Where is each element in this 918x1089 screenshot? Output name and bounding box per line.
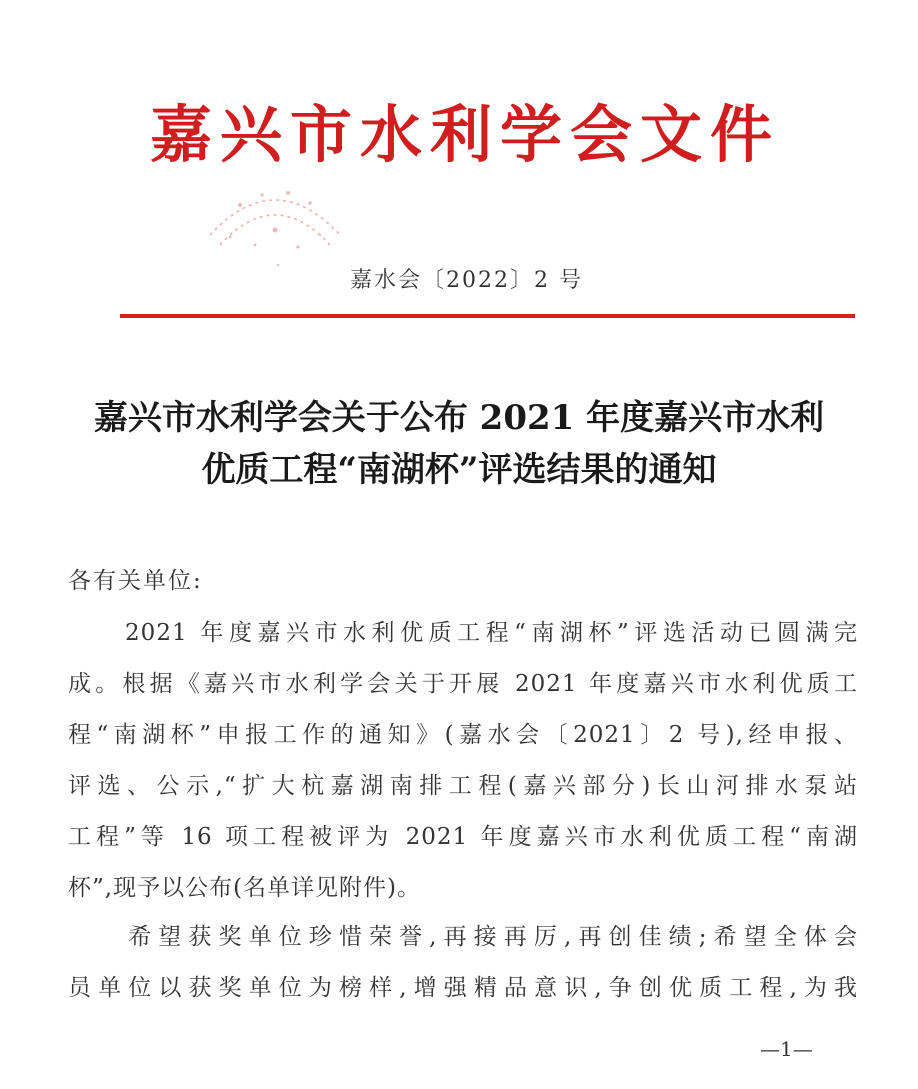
- paragraph-line: 杯”,现予以公布(名单详见附件)。: [68, 875, 422, 901]
- paragraph-line: 成。根据《嘉兴市水利学会关于开展 2021 年度嘉兴市水利优质工: [68, 671, 858, 697]
- red-divider-line: [120, 314, 855, 318]
- official-seal-stamp: [200, 175, 350, 285]
- paragraph-line: 希望获奖单位珍惜荣誉,再接再厉,再创佳绩;希望全体会: [68, 924, 858, 950]
- paragraph-2: [68, 912, 858, 1014]
- title-line-2: 优质工程“南湖杯”评选结果的通知: [201, 450, 717, 490]
- paragraph-line: 2021 年度嘉兴市水利优质工程“南湖杯”评选活动已圆满完: [68, 620, 858, 646]
- document-title: [40, 392, 878, 496]
- document-number: 嘉水会〔2022〕2 号: [350, 268, 583, 293]
- page-number: —1—: [760, 1037, 813, 1061]
- paragraph-line: 员单位以获奖单位为榜样,增强精品意识,争创优质工程,为我: [68, 975, 858, 1001]
- title-line-1: 嘉兴市水利学会关于公布 2021 年度嘉兴市水利: [93, 398, 825, 438]
- paragraph-line: 工程”等 16 项工程被评为 2021 年度嘉兴市水利优质工程“南湖: [68, 824, 858, 850]
- masthead-title: 嘉兴市水利学会文件: [149, 98, 780, 171]
- paragraph-line: 评选、公示,“扩大杭嘉湖南排工程(嘉兴部分)长山河排水泵站: [68, 773, 858, 799]
- paragraph-1: [68, 608, 858, 914]
- paragraph-line: 程“南湖杯”申报工作的通知》(嘉水会〔2021〕2 号),经申报、: [68, 722, 858, 748]
- salutation: 各有关单位:: [68, 568, 203, 594]
